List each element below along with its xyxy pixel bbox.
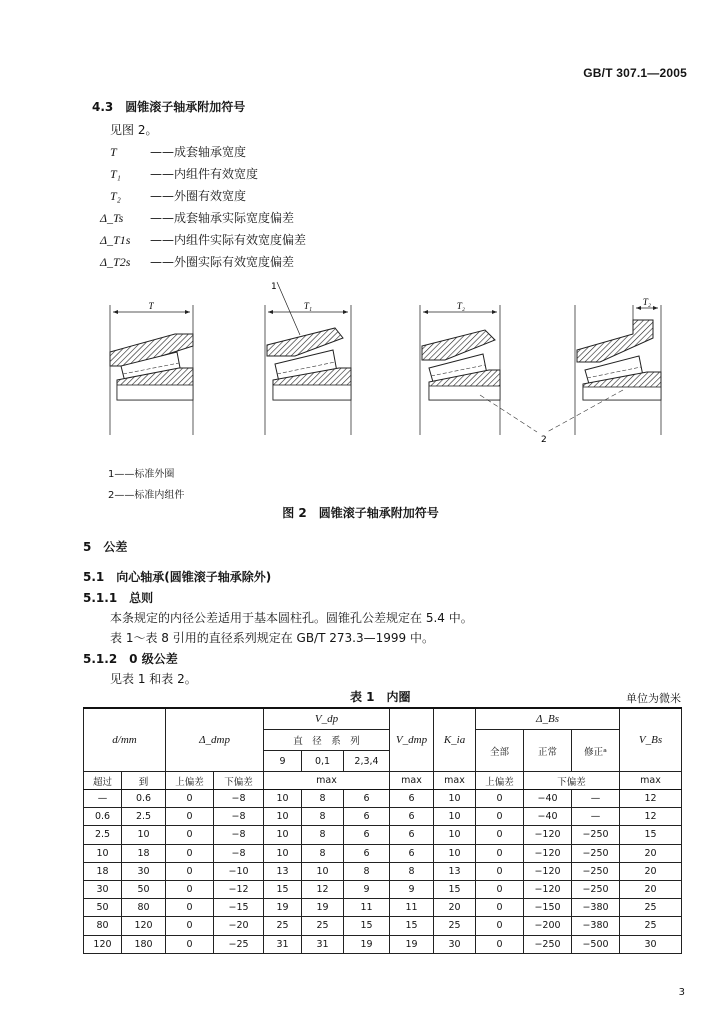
dimension-label: T	[148, 301, 154, 311]
table-cell: −15	[214, 899, 264, 917]
table-cell: 30	[122, 862, 166, 880]
table-cell: −120	[524, 862, 572, 880]
section-5-1-title: 5.1 向心轴承(圆锥滚子轴承除外)	[83, 570, 272, 584]
bearing-sketch-complete	[110, 301, 193, 435]
table-cell: 2.5	[84, 826, 122, 844]
table-cell: 0	[476, 899, 524, 917]
definition-item	[100, 253, 294, 270]
callout-number: 2	[541, 435, 547, 445]
table-cell: 10	[302, 862, 344, 880]
table-cell: 0	[166, 880, 214, 898]
table-cell: −40	[524, 790, 572, 808]
table-cell: 0	[476, 808, 524, 826]
figure-legend-item: 1——标准外圈	[108, 469, 175, 480]
definition-text: ——内组件实际有效宽度偏差	[150, 233, 307, 247]
table-cell: 120	[122, 917, 166, 935]
table-cell: 12	[620, 790, 682, 808]
header-max: max	[264, 772, 390, 790]
dimension-label: T₂	[456, 301, 466, 311]
table-cell: 6	[390, 790, 434, 808]
table-row	[84, 880, 682, 898]
bearing-figure	[95, 280, 675, 450]
table-cell: 8	[302, 844, 344, 862]
header-lower: 下偏差	[524, 772, 620, 790]
table-cell: 180	[122, 935, 166, 953]
table-cell: 10	[434, 808, 476, 826]
table-cell: −10	[214, 862, 264, 880]
callout-number: 1	[271, 282, 277, 292]
definition-item	[100, 231, 306, 248]
table-cell: 30	[84, 880, 122, 898]
header-incl: 到	[122, 772, 166, 790]
header-diameter-series: 直 径 系 列	[264, 730, 390, 751]
header-d: d/mm	[84, 708, 166, 772]
table-cell: −380	[572, 917, 620, 935]
table-cell: 15	[434, 880, 476, 898]
table-cell: 0	[476, 862, 524, 880]
table-cell: 15	[344, 917, 390, 935]
header-vdp: V_dp	[264, 708, 390, 730]
table-cell: 15	[620, 826, 682, 844]
table-cell: 15	[264, 880, 302, 898]
table-cell: 18	[84, 862, 122, 880]
table-cell: 25	[620, 899, 682, 917]
table-cell: −8	[214, 790, 264, 808]
definition-item	[110, 187, 246, 204]
dimension-label: T₁	[303, 301, 313, 311]
paragraph: 表 1～表 8 引用的直径系列规定在 GB/T 273.3—1999 中。	[110, 631, 434, 645]
table-cell: 15	[390, 917, 434, 935]
table-row	[84, 826, 682, 844]
definition-text: ——成套轴承实际宽度偏差	[150, 211, 295, 225]
table-cell: −250	[572, 826, 620, 844]
table-cell: 8	[344, 862, 390, 880]
definition-text: ——外圈有效宽度	[150, 189, 247, 203]
table-cell: 8	[302, 808, 344, 826]
table-cell: 19	[302, 899, 344, 917]
header-all: 全部	[476, 730, 524, 772]
table-cell: 6	[344, 844, 390, 862]
table-unit: 单位为微米	[626, 692, 681, 705]
table-cell: 6	[390, 826, 434, 844]
table-cell: 6	[390, 808, 434, 826]
definition-text: ——内组件有效宽度	[150, 167, 259, 181]
table-cell: 12	[302, 880, 344, 898]
table-cell: 6	[344, 808, 390, 826]
table-cell: 0	[166, 808, 214, 826]
table-cell: 0	[166, 917, 214, 935]
header-normal: 正常	[524, 730, 572, 772]
definition-text: ——成套轴承宽度	[150, 145, 247, 159]
table-cell: 10	[264, 826, 302, 844]
table-cell: 19	[390, 935, 434, 953]
section-5-title: 5 公差	[83, 540, 128, 554]
table-row	[84, 862, 682, 880]
table-cell: 0	[166, 844, 214, 862]
table-cell: 8	[302, 790, 344, 808]
header-over: 超过	[84, 772, 122, 790]
table-cell: 30	[434, 935, 476, 953]
table-cell: 25	[434, 917, 476, 935]
table-cell: 19	[344, 935, 390, 953]
definition-item	[110, 165, 258, 182]
table-cell: 0.6	[84, 808, 122, 826]
bearing-sketch-flanged-cup	[541, 297, 661, 445]
table-row	[84, 917, 682, 935]
table-cell: 9	[390, 880, 434, 898]
table-cell: 10	[122, 826, 166, 844]
table-cell: 18	[122, 844, 166, 862]
table-cell: 13	[264, 862, 302, 880]
table-cell: −8	[214, 844, 264, 862]
dimension-label: T₂	[642, 297, 652, 307]
table-cell: 20	[620, 880, 682, 898]
figure-legend-item: 2——标准内组件	[108, 490, 185, 501]
header-max: max	[434, 772, 476, 790]
see-figure-text: 见图 2。	[110, 123, 158, 137]
table-cell: 20	[434, 899, 476, 917]
table-cell: 10	[434, 790, 476, 808]
table-cell: 0	[476, 790, 524, 808]
table-cell: 12	[620, 808, 682, 826]
table-cell: −8	[214, 808, 264, 826]
table-caption: 表 1 内圈	[350, 690, 411, 704]
definition-symbol: T₂	[110, 189, 121, 203]
table-cell: −250	[572, 862, 620, 880]
definition-symbol: Δ_T2s	[100, 255, 131, 269]
table-cell: 80	[84, 917, 122, 935]
table-cell: −40	[524, 808, 572, 826]
header-series-234: 2,3,4	[344, 751, 390, 772]
table-cell: 30	[620, 935, 682, 953]
table-cell: 50	[122, 880, 166, 898]
table-cell: 50	[84, 899, 122, 917]
table-cell: 25	[620, 917, 682, 935]
table-cell: 11	[390, 899, 434, 917]
header-vdmp: V_dmp	[390, 708, 434, 772]
table-cell: −380	[572, 899, 620, 917]
table-cell: 25	[302, 917, 344, 935]
definition-symbol: Δ_T1s	[100, 233, 131, 247]
definition-text: ——外圈实际有效宽度偏差	[150, 255, 295, 269]
tolerance-table	[83, 707, 682, 954]
table-cell: −25	[214, 935, 264, 953]
header-kia: K_ia	[434, 708, 476, 772]
table-cell: 0	[476, 917, 524, 935]
table-cell: 20	[620, 844, 682, 862]
table-cell: −250	[572, 880, 620, 898]
bearing-sketch-inner-assembly	[265, 282, 351, 435]
definition-symbol: T₁	[110, 167, 121, 181]
bearing-sketch-cup-width	[420, 301, 537, 435]
table-cell: 0	[166, 899, 214, 917]
table-cell: 0	[166, 826, 214, 844]
table-cell: −150	[524, 899, 572, 917]
section-5-1-1-title: 5.1.1 总则	[83, 591, 154, 605]
table-row	[84, 899, 682, 917]
figure-caption: 图 2 圆锥滚子轴承附加符号	[282, 506, 439, 520]
definition-symbol: Δ_Ts	[100, 211, 124, 225]
table-cell: —	[84, 790, 122, 808]
table-cell: −120	[524, 826, 572, 844]
header-series-01: 0,1	[302, 751, 344, 772]
table-cell: −500	[572, 935, 620, 953]
paragraph: 见表 1 和表 2。	[110, 672, 197, 686]
header-vbs: V_Bs	[620, 708, 682, 772]
table-cell: 10	[434, 826, 476, 844]
table-cell: 0	[476, 844, 524, 862]
header-bs: Δ_Bs	[476, 708, 620, 730]
table-cell: 0	[166, 790, 214, 808]
table-cell: 120	[84, 935, 122, 953]
header-max: max	[620, 772, 682, 790]
table-cell: 0	[166, 862, 214, 880]
table-row	[84, 935, 682, 953]
table-cell: 8	[390, 862, 434, 880]
definition-symbol: T	[110, 145, 117, 159]
table-cell: −120	[524, 844, 572, 862]
table-cell: 8	[302, 826, 344, 844]
definition-item	[110, 143, 246, 160]
table-cell: —	[572, 790, 620, 808]
section-4-3-title: 4.3 圆锥滚子轴承附加符号	[92, 100, 246, 114]
table-cell: 0.6	[122, 790, 166, 808]
table-cell: 6	[344, 790, 390, 808]
section-5-1-2-title: 5.1.2 0 级公差	[83, 652, 178, 666]
table-cell: 19	[264, 899, 302, 917]
table-cell: 10	[264, 790, 302, 808]
table-cell: −200	[524, 917, 572, 935]
standard-number: GB/T 307.1—2005	[583, 66, 687, 80]
table-cell: 11	[344, 899, 390, 917]
table-cell: 0	[476, 880, 524, 898]
header-max: max	[390, 772, 434, 790]
table-cell: 10	[264, 844, 302, 862]
table-cell: 0	[476, 826, 524, 844]
table-cell: −120	[524, 880, 572, 898]
table-cell: 13	[434, 862, 476, 880]
table-cell: 31	[264, 935, 302, 953]
page-number: 3	[678, 987, 685, 998]
table-cell: −12	[214, 880, 264, 898]
table-cell: —	[572, 808, 620, 826]
table-cell: 0	[166, 935, 214, 953]
table-row	[84, 790, 682, 808]
table-cell: −20	[214, 917, 264, 935]
table-cell: 25	[264, 917, 302, 935]
table-cell: −250	[524, 935, 572, 953]
table-cell: 10	[434, 844, 476, 862]
header-upper: 上偏差	[476, 772, 524, 790]
table-cell: 9	[344, 880, 390, 898]
table-cell: 10	[264, 808, 302, 826]
table-cell: 80	[122, 899, 166, 917]
table-cell: 6	[390, 844, 434, 862]
header-modified: 修正ᵃ	[572, 730, 620, 772]
table-cell: 6	[344, 826, 390, 844]
header-upper: 上偏差	[166, 772, 214, 790]
table-cell: −8	[214, 826, 264, 844]
table-cell: 20	[620, 862, 682, 880]
header-lower: 下偏差	[214, 772, 264, 790]
header-series-9: 9	[264, 751, 302, 772]
paragraph: 本条规定的内径公差适用于基本圆柱孔。圆锥孔公差规定在 5.4 中。	[110, 611, 473, 625]
table-row	[84, 844, 682, 862]
table-cell: 31	[302, 935, 344, 953]
table-cell: 10	[84, 844, 122, 862]
table-cell: 0	[476, 935, 524, 953]
table-cell: −250	[572, 844, 620, 862]
table-row	[84, 808, 682, 826]
table-cell: 2.5	[122, 808, 166, 826]
definition-item	[100, 209, 294, 226]
header-dmp: Δ_dmp	[166, 708, 264, 772]
